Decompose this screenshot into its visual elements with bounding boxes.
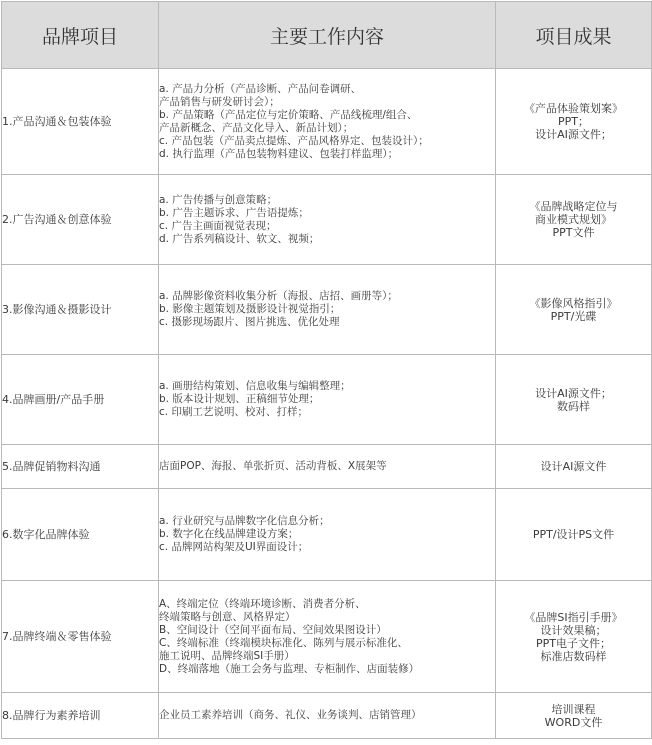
table-row (2, 581, 652, 693)
result-cell (496, 445, 652, 489)
header-main-work: 主要工作内容 (159, 2, 496, 69)
content-line: 店面POP、海报、单张折页、活动背板、X展架等 (159, 460, 387, 472)
result-line: 设计效果稿； (540, 623, 607, 637)
result-cell (496, 581, 652, 693)
content-line: a. 品牌影像资料收集分析（海报、店招、画册等）； (159, 290, 398, 302)
project-cell: 8.品牌行为素养培训 (2, 693, 159, 739)
content-line: b. 数字化在线品牌建设方案； (159, 528, 299, 540)
table-header-row (2, 2, 652, 69)
header-brand-project: 品牌项目 (2, 2, 159, 69)
content-line: 终端策略与创意、风格界定） (159, 610, 296, 623)
content-line: b. 影像主题策划及摄影设计视觉指引； (159, 303, 341, 315)
result-cell (496, 69, 652, 175)
content-line: c. 印刷工艺说明、校对、打样； (159, 406, 308, 418)
header-project-result: 项目成果 (496, 2, 652, 69)
content-line: 产品销售与研发研讨会）； (159, 95, 280, 108)
content-line: a. 画册结构策划、信息收集与编辑整理； (159, 380, 351, 392)
content-line: B、空间设计（空间平面布局、空间效果图设计） (159, 623, 387, 636)
content-line: 企业员工素养培训（商务、礼仪、业务谈判、店销管理） (159, 709, 422, 721)
content-line: c. 摄影现场跟片、图片挑选、优化处理 (159, 316, 340, 328)
result-cell (496, 265, 652, 355)
content-cell (159, 175, 496, 265)
result-line: PPT/光碟 (550, 309, 597, 323)
result-cell (496, 693, 652, 739)
content-cell (159, 69, 496, 175)
result-line: 商业模式规划》 (535, 213, 612, 226)
result-line: 标准店数码样 (540, 649, 607, 663)
content-line: D、终端落地（施工会务与监理、专柜制作、店面装修） (159, 662, 420, 675)
result-line: PPT文件 (552, 226, 595, 239)
table-row (2, 445, 652, 489)
content-cell (159, 489, 496, 581)
content-line: c. 广告主画面视觉表现； (159, 219, 277, 232)
project-cell: 1.产品沟通＆包装体验 (2, 69, 159, 175)
project-cell: 6.数字化品牌体验 (2, 489, 159, 581)
result-line: WORD文件 (544, 715, 603, 729)
content-line: a. 行业研究与品牌数字化信息分析； (159, 515, 330, 527)
result-line: 《品牌SI指引手册》 (524, 610, 623, 624)
result-line: 设计AI源文件； (535, 128, 612, 141)
result-cell (496, 175, 652, 265)
project-cell: 5.品牌促销物料沟通 (2, 445, 159, 489)
result-line: 《影像风格指引》 (529, 296, 618, 310)
content-line: c. 品牌网站构架及UI界面设计； (159, 541, 309, 553)
content-line: C、终端标准（终端模块标准化、陈列与展示标准化、 (159, 636, 408, 649)
result-line: PPT； (558, 115, 589, 128)
result-line: 设计AI源文件 (540, 460, 607, 473)
result-line: 《产品体验策划案》 (524, 102, 623, 115)
brand-service-table (1, 1, 652, 739)
project-cell: 2.广告沟通＆创意体验 (2, 175, 159, 265)
project-cell: 7.品牌终端＆零售体验 (2, 581, 159, 693)
content-line: b. 版本设计规划、正稿细节处理； (159, 393, 320, 405)
result-line: 设计AI源文件； (535, 386, 612, 400)
content-line: d. 广告系列稿设计、软文、视频； (159, 232, 320, 245)
result-cell (496, 355, 652, 445)
table-row (2, 175, 652, 265)
content-line: d. 执行监理（产品包装物料建议、包装打样监理）； (159, 147, 399, 160)
table-row (2, 265, 652, 355)
result-cell (496, 489, 652, 581)
content-line: 施工说明、品牌终端SI手册） (159, 649, 295, 662)
content-cell (159, 355, 496, 445)
table-row (2, 489, 652, 581)
result-line: PPT电子文件； (536, 636, 611, 650)
table-row (2, 355, 652, 445)
project-cell: 3.影像沟通＆摄影设计 (2, 265, 159, 355)
content-line: 产品新概念、产品文化导入、新品计划）； (159, 121, 354, 134)
content-line: b. 产品策略（产品定位与定价策略、产品线梳理/组合、 (159, 108, 418, 121)
result-line: 《品牌战略定位与 (529, 200, 618, 213)
result-line: PPT/设计PS文件 (532, 528, 615, 541)
content-cell (159, 693, 496, 739)
content-line: a. 广告传播与创意策略； (159, 193, 278, 206)
content-line: a. 产品力分析（产品诊断、产品问卷调研、 (159, 82, 362, 95)
content-cell (159, 265, 496, 355)
content-line: b. 广告主题诉求、广告语提炼； (159, 206, 309, 219)
content-cell (159, 445, 496, 489)
result-line: 培训课程 (551, 702, 596, 716)
result-line: 数码样 (557, 399, 590, 413)
content-line: A、终端定位（终端环境诊断、消费者分析、 (159, 597, 366, 610)
table-row (2, 69, 652, 175)
content-cell (159, 581, 496, 693)
table-row (2, 693, 652, 739)
content-line: c. 产品包装（产品卖点提炼、产品风格界定、包装设计）； (159, 134, 429, 147)
project-cell: 4.品牌画册/产品手册 (2, 355, 159, 445)
